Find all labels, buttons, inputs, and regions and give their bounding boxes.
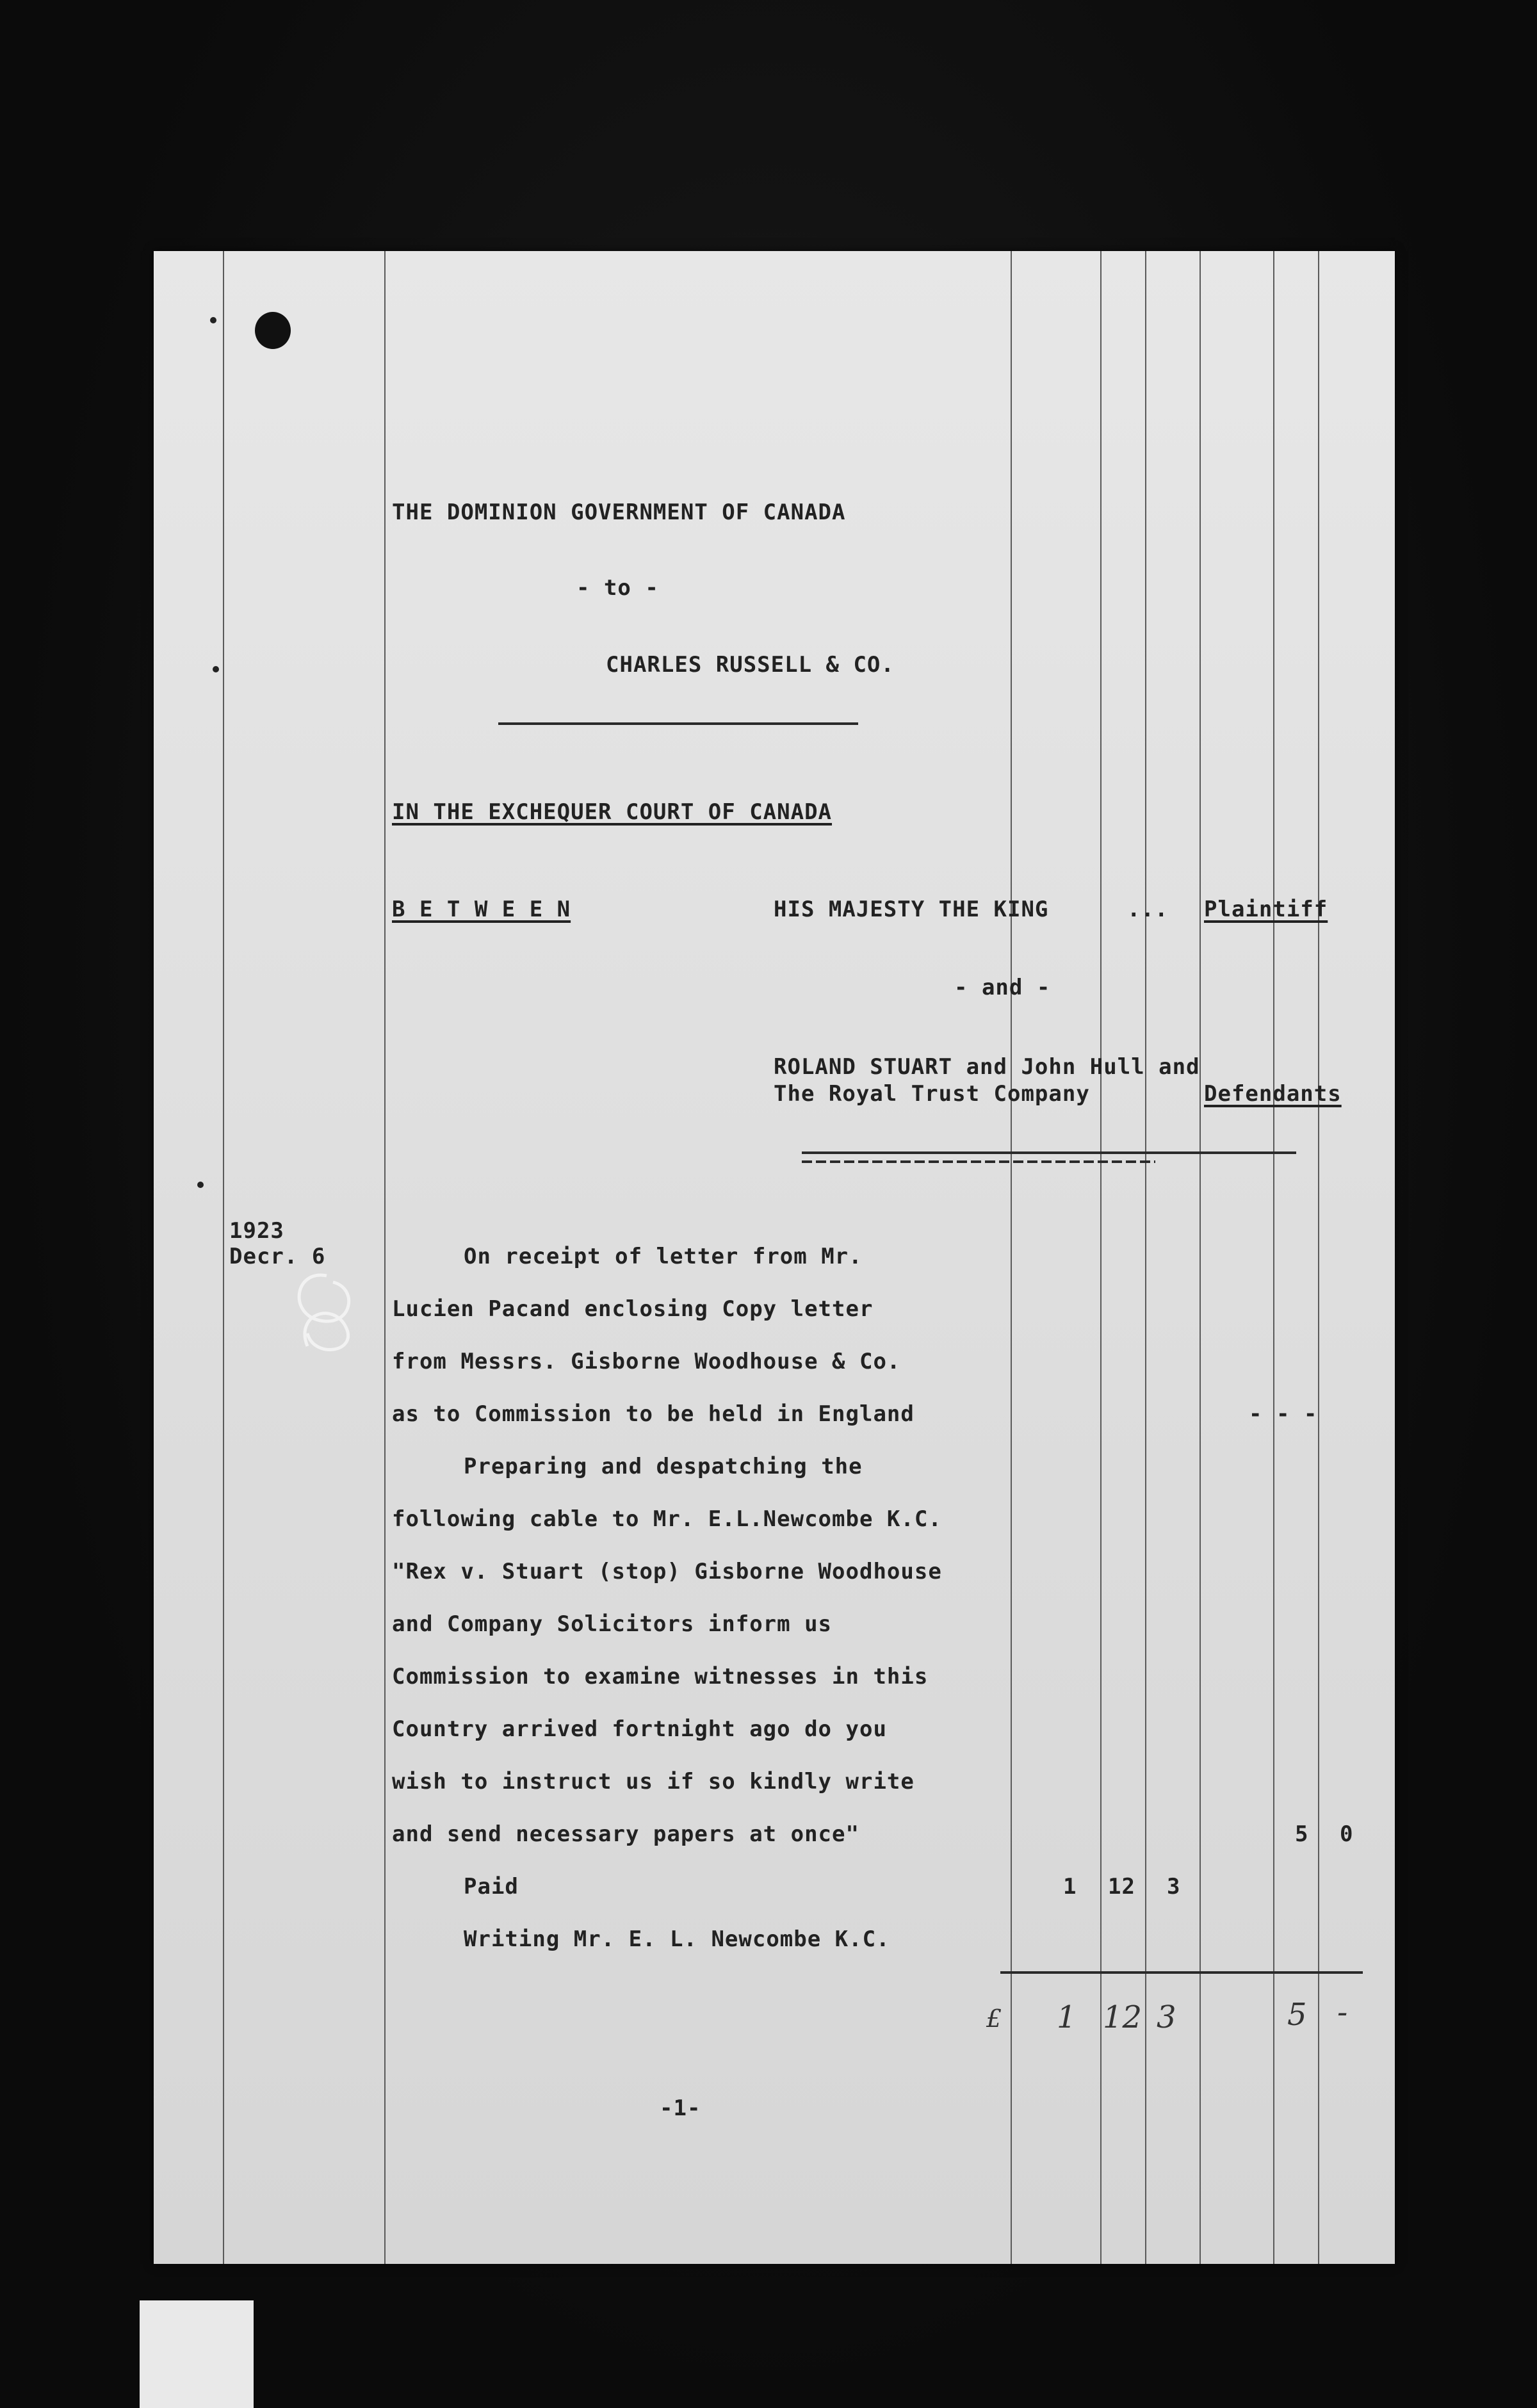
entry2-line: wish to instruct us if so kindly write — [392, 1769, 915, 1794]
paid-label: Paid — [464, 1874, 519, 1900]
column-rule — [1011, 251, 1012, 2264]
and-label: - and - — [954, 975, 1051, 1000]
writing-line: Writing Mr. E. L. Newcombe K.C. — [464, 1926, 890, 1952]
punch-hole — [255, 312, 291, 349]
ink-dot — [210, 317, 216, 323]
heading-line3: CHARLES RUSSELL & CO. — [606, 652, 895, 678]
column-rule — [1145, 251, 1146, 2264]
handwritten-initials — [282, 1263, 371, 1359]
between-label: B E T W E E N — [392, 897, 571, 922]
total-fee-shillings: 5 — [1287, 1997, 1307, 2033]
entry1-line: as to Commission to be held in England — [392, 1401, 915, 1427]
defendants-line1: ROLAND STUART and John Hull and — [774, 1054, 1200, 1080]
divider — [802, 1151, 1296, 1154]
divider-dashed — [802, 1160, 1155, 1163]
margin-rule — [223, 251, 224, 2264]
court-title: IN THE EXCHEQUER COURT OF CANADA — [392, 799, 833, 825]
total-pounds: 1 — [1057, 1999, 1077, 2035]
ledger-page — [154, 251, 1395, 2264]
paid-shillings: 12 — [1108, 1874, 1135, 1900]
ink-dot — [213, 666, 219, 672]
entry2-line: Country arrived fortnight ago do you — [392, 1716, 887, 1742]
total-shillings: 12 — [1103, 1999, 1143, 2035]
entry2-shillings: 5 — [1295, 1821, 1309, 1847]
date-day: Decr. 6 — [229, 1244, 326, 1269]
plaintiff-label: Plaintiff — [1204, 897, 1328, 922]
plaintiff-name: HIS MAJESTY THE KING — [774, 897, 1049, 922]
column-rule — [1318, 251, 1319, 2264]
total-fee-pence: - — [1337, 1994, 1348, 2030]
date-year: 1923 — [229, 1218, 284, 1244]
entry1-line: Lucien Pacand enclosing Copy letter — [392, 1296, 874, 1322]
entry2-line: and Company Solicitors inform us — [392, 1611, 833, 1637]
entry2-line: "Rex v. Stuart (stop) Gisborne Woodhouse — [392, 1559, 942, 1584]
page-number: -1- — [660, 2095, 701, 2121]
defendants-line2: The Royal Trust Company — [774, 1081, 1090, 1107]
margin-rule — [384, 251, 386, 2264]
ink-dot — [197, 1182, 204, 1188]
total-rule — [1000, 1971, 1363, 1974]
entry2-line: following cable to Mr. E.L.Newcombe K.C. — [392, 1506, 942, 1532]
paid-pence: 3 — [1167, 1874, 1181, 1900]
dots: ... — [1127, 897, 1169, 922]
total-currency: £ — [986, 2005, 1002, 2033]
column-rule — [1200, 251, 1201, 2264]
divider — [498, 722, 858, 725]
total-pence: 3 — [1157, 1999, 1176, 2035]
entry1-amount: - - - — [1249, 1401, 1318, 1427]
entry2-line: Preparing and despatching the — [464, 1454, 863, 1479]
column-rule — [1273, 251, 1274, 2264]
defendants-label: Defendants — [1204, 1081, 1342, 1107]
heading-line1: THE DOMINION GOVERNMENT OF CANADA — [392, 500, 846, 525]
entry2-line: Commission to examine witnesses in this — [392, 1664, 929, 1689]
entry1-line: On receipt of letter from Mr. — [464, 1244, 863, 1269]
heading-line2: - to - — [576, 575, 659, 601]
entry1-line: from Messrs. Gisborne Woodhouse & Co. — [392, 1349, 901, 1374]
column-rule — [1100, 251, 1102, 2264]
film-tab — [140, 2300, 254, 2408]
entry2-line: and send necessary papers at once" — [392, 1821, 859, 1847]
entry2-pence: 0 — [1340, 1821, 1354, 1847]
paid-pounds: 1 — [1063, 1874, 1077, 1900]
